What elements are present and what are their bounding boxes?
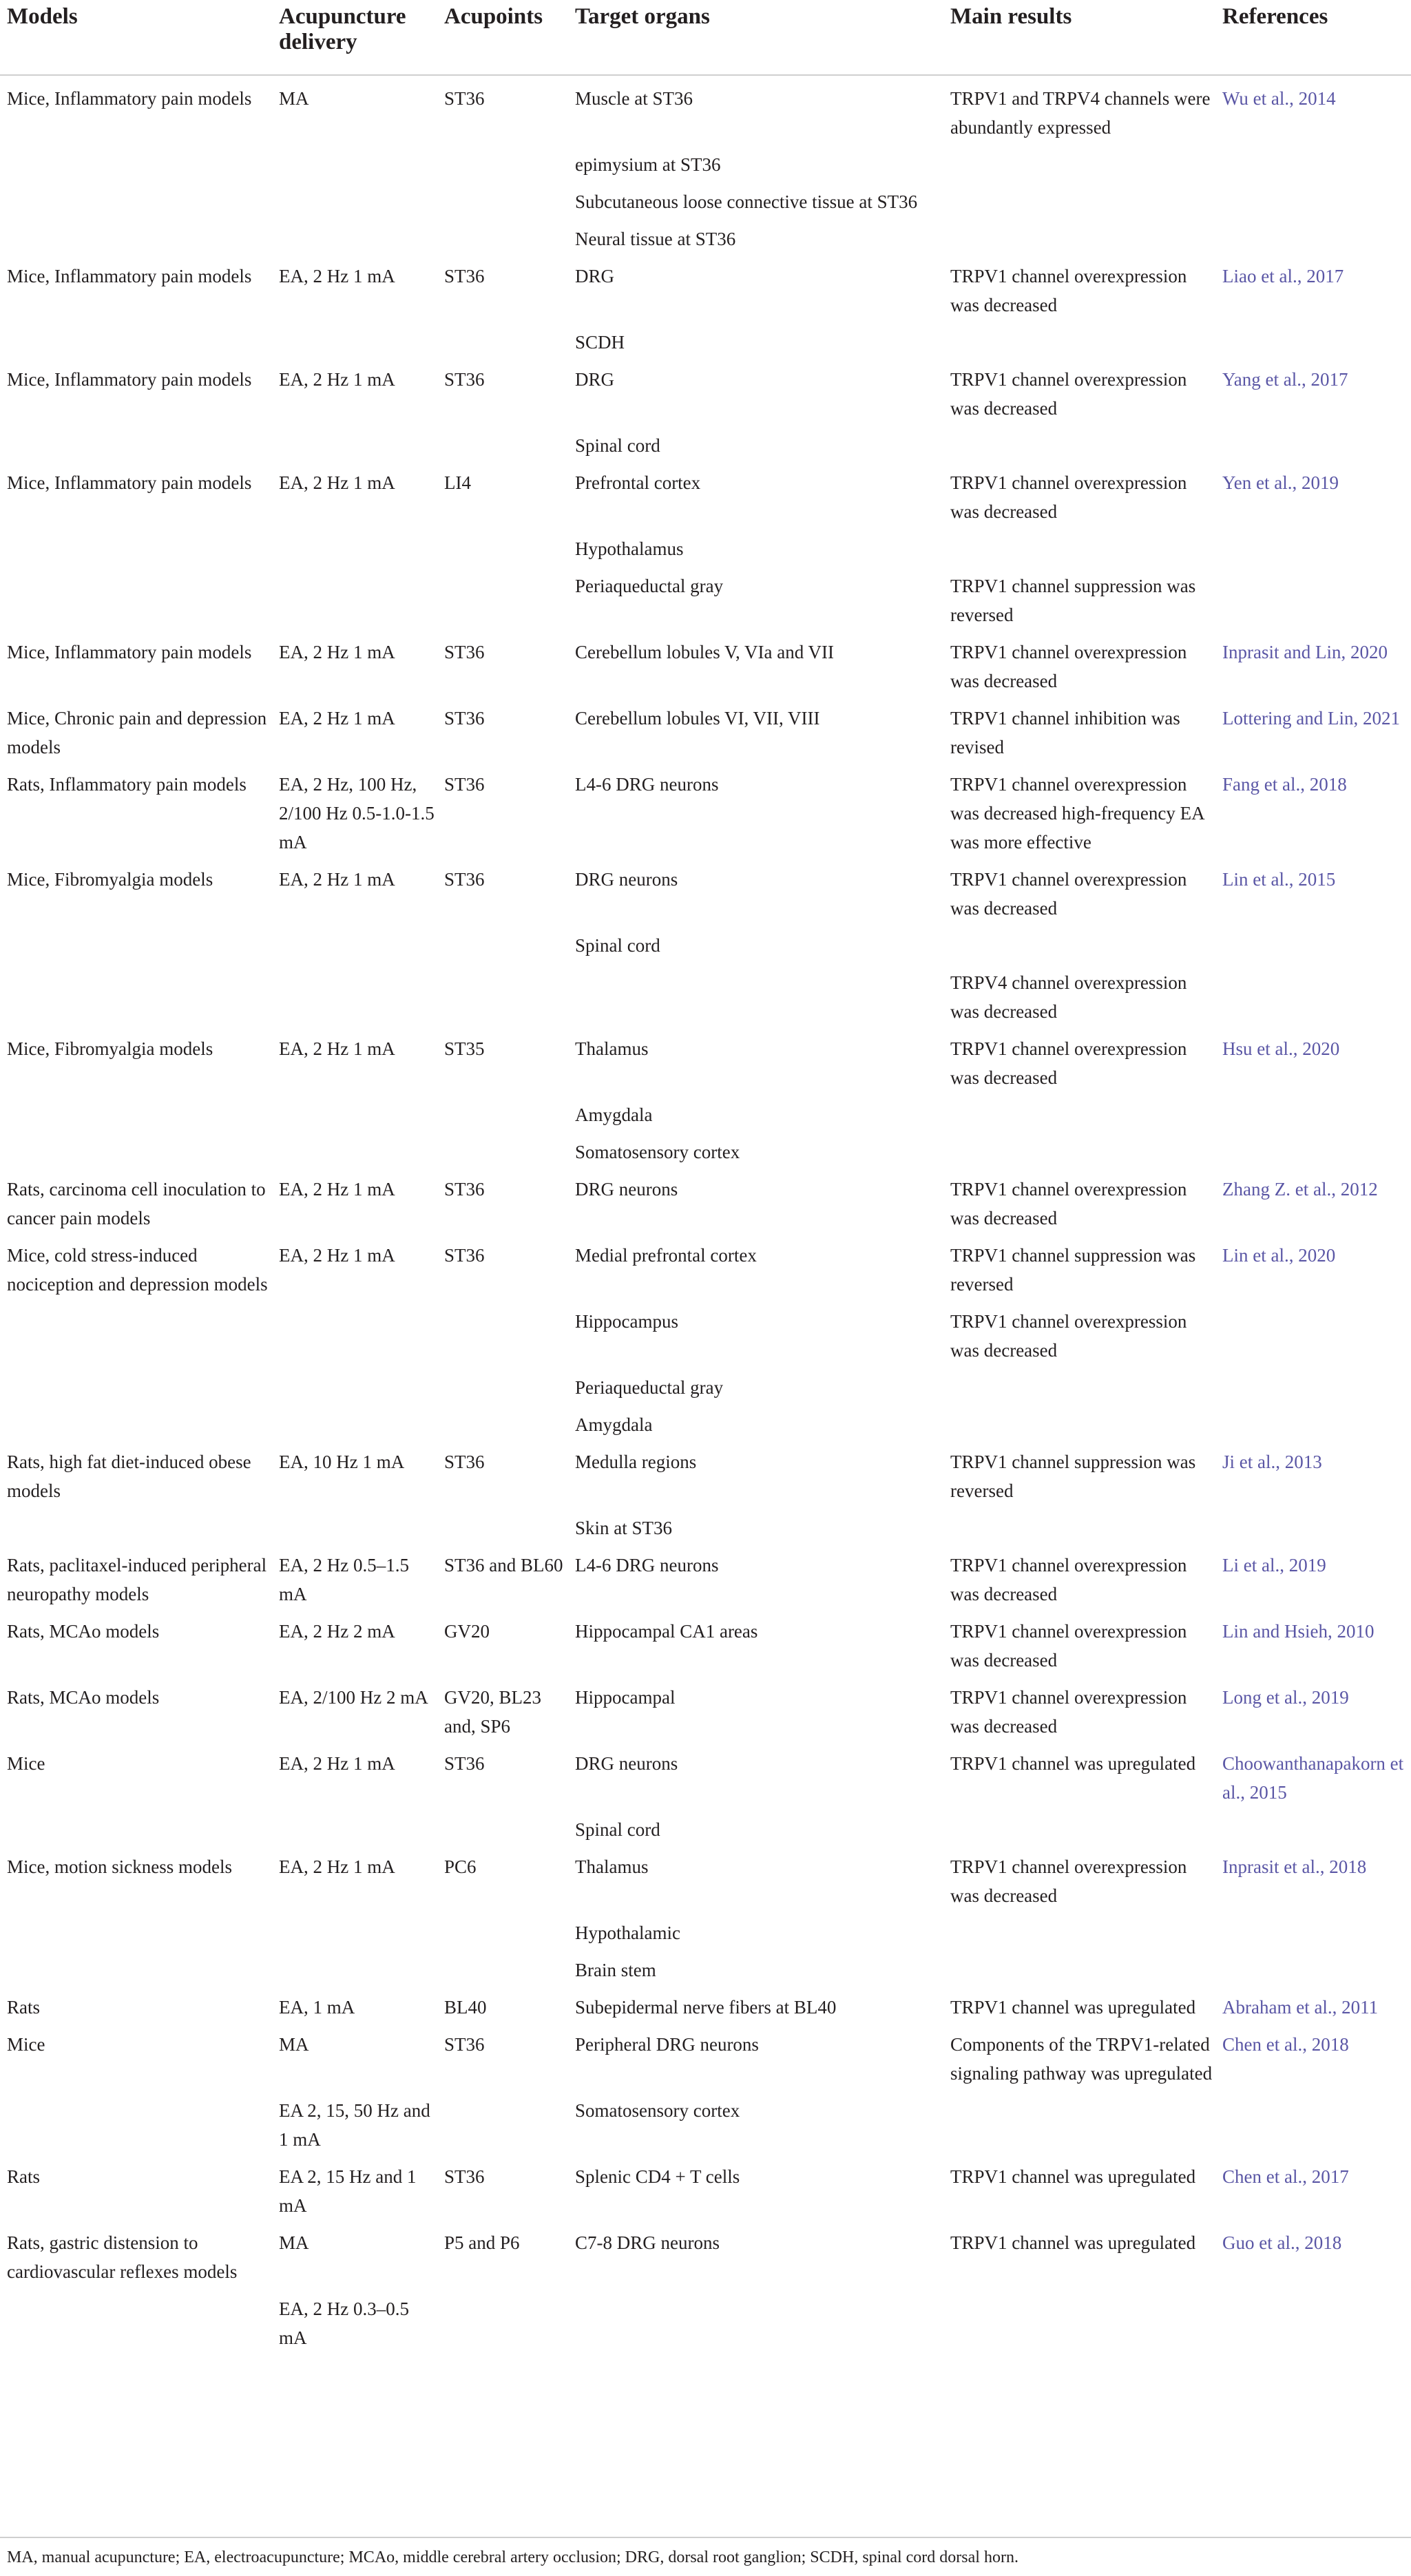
table-row <box>0 1675 1411 1741</box>
cell-acupuncture-delivery: EA, 10 Hz 1 mA <box>279 1452 405 1472</box>
cell-model <box>0 1505 272 1542</box>
table-row <box>0 179 1411 216</box>
cell-main-result: TRPV1 channel was upregulated <box>950 1997 1196 2018</box>
cell-target-organ: Spinal cord <box>575 435 660 456</box>
cell-acupuncture-delivery <box>272 1129 437 1166</box>
cell-model <box>0 1365 272 1402</box>
cell-acupuncture-delivery <box>272 320 437 357</box>
cell-acupuncture-delivery: EA, 2 Hz 1 mA <box>279 369 395 390</box>
cell-main-result <box>943 1402 1215 1439</box>
table-row <box>0 1299 1411 1365</box>
cell-reference[interactable]: Ji et al., 2013 <box>1222 1452 1322 1472</box>
header-acupuncture-delivery: Acupuncture delivery <box>272 0 437 75</box>
cell-reference[interactable]: Lin and Hsieh, 2010 <box>1222 1621 1375 1642</box>
cell-acupuncture-delivery <box>272 423 437 460</box>
table-row <box>0 460 1411 526</box>
table-row <box>0 1609 1411 1675</box>
cell-reference[interactable]: Inprasit and Lin, 2020 <box>1222 642 1388 662</box>
cell-target-organ: Spinal cord <box>575 1819 660 1840</box>
cell-model <box>0 1299 272 1365</box>
table-footnote: MA, manual acupuncture; EA, electroacupuncture; MCAo, middle cerebral artery occlusion; DRG, dorsal root ganglion; SCDH, spinal cord dorsal horn. <box>0 2537 1411 2571</box>
cell-acupuncture-delivery <box>272 1505 437 1542</box>
cell-acupuncture-delivery: EA, 2 Hz 1 mA <box>279 1179 395 1200</box>
cell-acupuncture-delivery <box>272 1299 437 1365</box>
cell-model: Mice <box>7 2034 45 2055</box>
cell-acupuncture-delivery: MA <box>279 88 309 109</box>
cell-acupoints <box>437 1807 568 1844</box>
cell-target-organ: Medial prefrontal cortex <box>575 1245 757 1266</box>
cell-model: Rats, high fat diet-induced obese models <box>7 1452 251 1501</box>
cell-target-organ: Medulla regions <box>575 1452 697 1472</box>
table-row <box>0 2154 1411 2220</box>
cell-acupoints: ST36 <box>444 869 485 890</box>
cell-acupuncture-delivery <box>272 216 437 253</box>
cell-target-organ: Subepidermal nerve fibers at BL40 <box>575 1997 837 2018</box>
header-references: References <box>1215 0 1411 75</box>
table-row <box>0 563 1411 629</box>
cell-reference <box>1215 423 1411 460</box>
cell-acupoints <box>437 526 568 563</box>
cell-acupuncture-delivery: EA, 2 Hz 1 mA <box>279 1753 395 1774</box>
cell-acupoints: ST36 <box>444 642 485 662</box>
table-row <box>0 1505 1411 1542</box>
table-row <box>0 1233 1411 1299</box>
table-row <box>0 1166 1411 1233</box>
cell-target-organ: C7-8 DRG neurons <box>575 2232 720 2253</box>
cell-acupuncture-delivery: EA 2, 15 Hz and 1 mA <box>279 2166 417 2216</box>
cell-reference[interactable]: Lottering and Lin, 2021 <box>1222 708 1400 729</box>
cell-acupuncture-delivery: MA <box>279 2034 309 2055</box>
cell-model <box>0 960 272 1026</box>
cell-reference[interactable]: Abraham et al., 2011 <box>1222 1997 1379 2018</box>
cell-main-result <box>943 1365 1215 1402</box>
cell-model: Rats <box>7 2166 41 2187</box>
cell-reference <box>1215 216 1411 253</box>
cell-target-organ: L4-6 DRG neurons <box>575 1555 719 1575</box>
cell-acupoints: ST36 <box>444 88 485 109</box>
cell-target-organ: Thalamus <box>575 1038 649 1059</box>
cell-reference[interactable]: Wu et al., 2014 <box>1222 88 1336 109</box>
cell-acupoints <box>437 923 568 960</box>
cell-reference <box>1215 1092 1411 1129</box>
cell-target-organ: Cerebellum lobules V, VIa and VII <box>575 642 834 662</box>
table-row <box>0 629 1411 695</box>
cell-acupoints: GV20 <box>444 1621 490 1642</box>
cell-target-organ: Peripheral DRG neurons <box>575 2034 759 2055</box>
cell-main-result <box>943 1947 1215 1985</box>
header-acupoints: Acupoints <box>437 0 568 75</box>
table-row <box>0 1092 1411 1129</box>
cell-target-organ: Periaqueductal gray <box>575 1377 724 1398</box>
cell-model: Rats <box>7 1997 41 2018</box>
table-row <box>0 1365 1411 1402</box>
cell-model <box>0 216 272 253</box>
cell-acupoints <box>437 1129 568 1166</box>
cell-acupuncture-delivery: EA, 2 Hz 0.5–1.5 mA <box>279 1555 409 1604</box>
cell-target-organ: Hippocampus <box>575 1311 678 1332</box>
cell-model <box>0 2286 272 2352</box>
cell-acupoints: ST36 <box>444 1452 485 1472</box>
cell-acupuncture-delivery: EA, 2 Hz 1 mA <box>279 266 395 286</box>
cell-model <box>0 1402 272 1439</box>
cell-acupuncture-delivery: EA, 2 Hz 2 mA <box>279 1621 395 1642</box>
cell-target-organ: Amygdala <box>575 1104 653 1125</box>
cell-acupoints: ST36 <box>444 1753 485 1774</box>
cell-main-result: TRPV1 channel suppression was reversed <box>950 576 1196 625</box>
table-row <box>0 960 1411 1026</box>
cell-acupoints <box>437 1402 568 1439</box>
cell-acupoints: PC6 <box>444 1856 477 1877</box>
cell-reference <box>1215 142 1411 179</box>
cell-acupoints: ST36 <box>444 1245 485 1266</box>
header-row <box>0 0 1411 75</box>
cell-acupoints <box>437 960 568 1026</box>
cell-model <box>0 1129 272 1166</box>
cell-model <box>0 563 272 629</box>
cell-model <box>0 1807 272 1844</box>
cell-main-result: TRPV1 channel overexpression was decreased <box>950 472 1187 522</box>
cell-acupuncture-delivery: EA, 2 Hz 1 mA <box>279 869 395 890</box>
cell-acupoints: ST36 <box>444 1179 485 1200</box>
cell-target-organ: DRG neurons <box>575 1753 678 1774</box>
cell-reference[interactable]: Guo et al., 2018 <box>1222 2232 1342 2253</box>
cell-acupoints: ST36 <box>444 266 485 286</box>
cell-reference <box>1215 1129 1411 1166</box>
cell-main-result <box>943 923 1215 960</box>
table-row <box>0 762 1411 857</box>
cell-main-result <box>943 1910 1215 1947</box>
cell-acupuncture-delivery <box>272 1947 437 1985</box>
cell-acupoints: ST36 and BL60 <box>444 1555 563 1575</box>
cell-model: Rats, carcinoma cell inoculation to cancer pain models <box>7 1179 266 1228</box>
cell-main-result: TRPV1 and TRPV4 channels were abundantly expressed <box>950 88 1211 138</box>
cell-model <box>0 1910 272 1947</box>
cell-model <box>0 1092 272 1129</box>
cell-acupoints <box>437 1092 568 1129</box>
cell-acupoints <box>437 179 568 216</box>
cell-target-organ: Periaqueductal gray <box>575 576 724 596</box>
cell-target-organ: Prefrontal cortex <box>575 472 701 493</box>
table-row <box>0 857 1411 923</box>
cell-acupuncture-delivery: MA <box>279 2232 309 2253</box>
cell-main-result: TRPV1 channel overexpression was decreased <box>950 1856 1187 1906</box>
cell-model <box>0 179 272 216</box>
cell-main-result: TRPV1 channel overexpression was decreased <box>950 369 1187 419</box>
cell-acupuncture-delivery <box>272 1910 437 1947</box>
cell-acupuncture-delivery <box>272 960 437 1026</box>
cell-acupoints: GV20, BL23 and, SP6 <box>444 1687 541 1737</box>
cell-reference <box>1215 1402 1411 1439</box>
cell-main-result: TRPV1 channel overexpression was decreased <box>950 1555 1187 1604</box>
table-row <box>0 253 1411 320</box>
cell-reference[interactable]: Lin et al., 2020 <box>1222 1245 1336 1266</box>
cell-target-organ: DRG neurons <box>575 1179 678 1200</box>
cell-acupuncture-delivery: EA, 2 Hz 1 mA <box>279 642 395 662</box>
cell-acupoints <box>437 1365 568 1402</box>
cell-model: Mice, Fibromyalgia models <box>7 869 213 890</box>
cell-model: Mice <box>7 1753 45 1774</box>
cell-reference <box>1215 563 1411 629</box>
cell-acupoints <box>437 2088 568 2154</box>
cell-reference <box>1215 2286 1411 2352</box>
table-row <box>0 357 1411 423</box>
table-row <box>0 1439 1411 1505</box>
cell-acupoints <box>437 563 568 629</box>
cell-reference[interactable]: Yen et al., 2019 <box>1222 472 1339 493</box>
cell-acupuncture-delivery <box>272 923 437 960</box>
table-row <box>0 423 1411 460</box>
table-row <box>0 526 1411 563</box>
cell-reference <box>1215 1299 1411 1365</box>
table-row <box>0 2220 1411 2286</box>
cell-model: Rats, paclitaxel-induced peripheral neuropathy models <box>7 1555 267 1604</box>
cell-main-result <box>943 526 1215 563</box>
table-row <box>0 1402 1411 1439</box>
cell-acupoints <box>437 423 568 460</box>
cell-acupuncture-delivery: EA 2, 15, 50 Hz and 1 mA <box>279 2100 430 2150</box>
cell-model: Mice, motion sickness models <box>7 1856 232 1877</box>
cell-main-result: TRPV1 channel was upregulated <box>950 2166 1196 2187</box>
cell-acupuncture-delivery <box>272 1402 437 1439</box>
cell-model <box>0 2088 272 2154</box>
cell-acupuncture-delivery: EA, 2 Hz 1 mA <box>279 1856 395 1877</box>
cell-reference <box>1215 179 1411 216</box>
cell-model <box>0 923 272 960</box>
cell-main-result: TRPV1 channel overexpression was decreased <box>950 266 1187 315</box>
cell-reference[interactable]: Lin et al., 2015 <box>1222 869 1336 890</box>
cell-main-result: TRPV1 channel overexpression was decreased <box>950 1038 1187 1088</box>
cell-main-result <box>943 142 1215 179</box>
cell-acupoints <box>437 1299 568 1365</box>
cell-acupuncture-delivery <box>272 1092 437 1129</box>
cell-main-result <box>943 1505 1215 1542</box>
cell-target-organ: Subcutaneous loose connective tissue at ST36 <box>575 191 918 212</box>
table-row <box>0 320 1411 357</box>
cell-main-result: TRPV1 channel overexpression was decreased <box>950 1687 1187 1737</box>
table-row <box>0 1947 1411 1985</box>
cell-model: Mice, cold stress-induced nociception and depression models <box>7 1245 268 1295</box>
cell-target-organ: Hippocampal CA1 areas <box>575 1621 758 1642</box>
cell-model <box>0 526 272 563</box>
cell-acupoints: ST36 <box>444 369 485 390</box>
cell-acupoints: ST36 <box>444 2166 485 2187</box>
header-target-organs: Target organs <box>568 0 943 75</box>
cell-model: Mice, Inflammatory pain models <box>7 88 252 109</box>
cell-target-organ: Amygdala <box>575 1414 653 1435</box>
cell-main-result <box>943 1129 1215 1166</box>
header-main-results: Main results <box>943 0 1215 75</box>
cell-main-result <box>943 2286 1215 2352</box>
cell-reference[interactable]: Chen et al., 2018 <box>1222 2034 1349 2055</box>
cell-model: Mice, Chronic pain and depression models <box>7 708 267 757</box>
cell-acupuncture-delivery: EA, 2/100 Hz 2 mA <box>279 1687 428 1708</box>
table-row <box>0 2286 1411 2352</box>
cell-reference <box>1215 1505 1411 1542</box>
cell-model <box>0 1947 272 1985</box>
cell-reference <box>1215 1947 1411 1985</box>
cell-reference <box>1215 1807 1411 1844</box>
cell-reference <box>1215 960 1411 1026</box>
cell-main-result <box>943 1807 1215 1844</box>
cell-reference <box>1215 923 1411 960</box>
cell-acupoints: ST35 <box>444 1038 485 1059</box>
cell-reference[interactable]: Liao et al., 2017 <box>1222 266 1344 286</box>
cell-main-result <box>943 320 1215 357</box>
cell-target-organ <box>568 2286 943 2352</box>
table-row <box>0 2022 1411 2088</box>
cell-main-result: TRPV1 channel overexpression was decreased <box>950 869 1187 919</box>
cell-main-result <box>943 179 1215 216</box>
table-row <box>0 1910 1411 1947</box>
cell-model: Rats, MCAo models <box>7 1621 160 1642</box>
cell-acupoints: P5 and P6 <box>444 2232 520 2253</box>
cell-model: Mice, Fibromyalgia models <box>7 1038 213 1059</box>
cell-model: Rats, MCAo models <box>7 1687 160 1708</box>
cell-acupuncture-delivery <box>272 1365 437 1402</box>
cell-reference <box>1215 526 1411 563</box>
cell-model <box>0 320 272 357</box>
cell-reference[interactable]: Choowanthanapakorn et al., 2015 <box>1222 1753 1404 1803</box>
cell-reference <box>1215 2088 1411 2154</box>
cell-main-result: TRPV1 channel overexpression was decreased <box>950 642 1187 691</box>
cell-reference[interactable]: Chen et al., 2017 <box>1222 2166 1349 2187</box>
cell-main-result: TRPV1 channel overexpression was decreased <box>950 1621 1187 1671</box>
cell-target-organ: Skin at ST36 <box>575 1518 673 1538</box>
cell-target-organ: Somatosensory cortex <box>575 1142 740 1162</box>
table-row <box>0 142 1411 179</box>
cell-acupoints <box>437 2286 568 2352</box>
cell-main-result <box>943 1092 1215 1129</box>
cell-acupoints: ST36 <box>444 774 485 795</box>
cell-acupuncture-delivery: EA, 2 Hz 1 mA <box>279 708 395 729</box>
table-body <box>0 75 1411 2352</box>
cell-target-organ: DRG <box>575 369 615 390</box>
cell-reference[interactable]: Li et al., 2019 <box>1222 1555 1326 1575</box>
cell-acupuncture-delivery <box>272 563 437 629</box>
cell-main-result: TRPV4 channel overexpression was decreased <box>950 972 1187 1022</box>
cell-model: Mice, Inflammatory pain models <box>7 266 252 286</box>
cell-main-result: Components of the TRPV1-related signaling pathway was upregulated <box>950 2034 1213 2084</box>
cell-target-organ: Muscle at ST36 <box>575 88 693 109</box>
cell-reference <box>1215 320 1411 357</box>
cell-acupuncture-delivery <box>272 142 437 179</box>
cell-main-result: TRPV1 channel overexpression was decreased high-frequency EA was more effective <box>950 774 1204 852</box>
cell-target-organ: Neural tissue at ST36 <box>575 229 736 249</box>
cell-acupoints: ST36 <box>444 2034 485 2055</box>
cell-reference <box>1215 1910 1411 1947</box>
header-models: Models <box>0 0 272 75</box>
cell-reference[interactable]: Yang et al., 2017 <box>1222 369 1348 390</box>
cell-model: Rats, Inflammatory pain models <box>7 774 247 795</box>
cell-target-organ: Hypothalamic <box>575 1923 680 1943</box>
cell-acupuncture-delivery <box>272 1807 437 1844</box>
table-row <box>0 1741 1411 1807</box>
cell-main-result <box>943 2088 1215 2154</box>
cell-acupuncture-delivery <box>272 179 437 216</box>
cell-target-organ: Spinal cord <box>575 935 660 956</box>
table-row <box>0 1807 1411 1844</box>
cell-target-organ: Somatosensory cortex <box>575 2100 740 2121</box>
cell-target-organ: SCDH <box>575 332 625 353</box>
table-row <box>0 695 1411 762</box>
cell-acupoints: BL40 <box>444 1997 487 2018</box>
cell-acupuncture-delivery: EA, 1 mA <box>279 1997 355 2018</box>
cell-target-organ: L4-6 DRG neurons <box>575 774 719 795</box>
cell-reference[interactable]: Inprasit et al., 2018 <box>1222 1856 1367 1877</box>
cell-reference[interactable]: Hsu et al., 2020 <box>1222 1038 1340 1059</box>
cell-main-result <box>943 423 1215 460</box>
cell-acupoints <box>437 142 568 179</box>
table-row <box>0 1542 1411 1609</box>
cell-acupuncture-delivery: EA, 2 Hz 0.3–0.5 mA <box>279 2298 409 2348</box>
cell-reference <box>1215 1365 1411 1402</box>
cell-main-result: TRPV1 channel suppression was reversed <box>950 1452 1196 1501</box>
cell-reference[interactable]: Zhang Z. et al., 2012 <box>1222 1179 1378 1200</box>
table-row <box>0 1985 1411 2022</box>
cell-target-organ: Hippocampal <box>575 1687 676 1708</box>
cell-main-result: TRPV1 channel overexpression was decreased <box>950 1311 1187 1361</box>
cell-main-result: TRPV1 channel inhibition was revised <box>950 708 1180 757</box>
cell-target-organ: Brain stem <box>575 1960 656 1980</box>
cell-acupoints <box>437 1505 568 1542</box>
table-row <box>0 75 1411 142</box>
cell-main-result <box>943 216 1215 253</box>
table-row <box>0 2088 1411 2154</box>
cell-reference[interactable]: Fang et al., 2018 <box>1222 774 1347 795</box>
cell-target-organ: Splenic CD4 + T cells <box>575 2166 740 2187</box>
table-row <box>0 1844 1411 1910</box>
cell-reference[interactable]: Long et al., 2019 <box>1222 1687 1349 1708</box>
cell-acupuncture-delivery: EA, 2 Hz 1 mA <box>279 1245 395 1266</box>
cell-model <box>0 423 272 460</box>
cell-target-organ: Cerebellum lobules VI, VII, VIII <box>575 708 820 729</box>
cell-model: Rats, gastric distension to cardiovascular reflexes models <box>7 2232 238 2282</box>
cell-acupuncture-delivery <box>272 526 437 563</box>
cell-main-result: TRPV1 channel was upregulated <box>950 1753 1196 1774</box>
cell-acupoints <box>437 1947 568 1985</box>
cell-model <box>0 142 272 179</box>
cell-model: Mice, Inflammatory pain models <box>7 472 252 493</box>
cell-target-organ: Hypothalamus <box>575 538 684 559</box>
table-row <box>0 1129 1411 1166</box>
cell-target-organ: epimysium at ST36 <box>575 154 721 175</box>
cell-acupuncture-delivery: EA, 2 Hz 1 mA <box>279 1038 395 1059</box>
cell-target-organ: DRG <box>575 266 615 286</box>
cell-main-result: TRPV1 channel suppression was reversed <box>950 1245 1196 1295</box>
cell-acupoints <box>437 320 568 357</box>
cell-model: Mice, Inflammatory pain models <box>7 642 252 662</box>
cell-acupoints <box>437 1910 568 1947</box>
cell-main-result: TRPV1 channel overexpression was decreased <box>950 1179 1187 1228</box>
cell-acupuncture-delivery: EA, 2 Hz, 100 Hz, 2/100 Hz 0.5-1.0-1.5 mA <box>279 774 435 852</box>
cell-target-organ <box>568 960 943 1026</box>
cell-target-organ: DRG neurons <box>575 869 678 890</box>
cell-model: Mice, Inflammatory pain models <box>7 369 252 390</box>
cell-acupuncture-delivery: EA, 2 Hz 1 mA <box>279 472 395 493</box>
table-row <box>0 1026 1411 1092</box>
cell-main-result: TRPV1 channel was upregulated <box>950 2232 1196 2253</box>
table-row <box>0 923 1411 960</box>
table-row <box>0 216 1411 253</box>
cell-acupoints: ST36 <box>444 708 485 729</box>
cell-acupoints: LI4 <box>444 472 471 493</box>
cell-acupoints <box>437 216 568 253</box>
cell-target-organ: Thalamus <box>575 1856 649 1877</box>
